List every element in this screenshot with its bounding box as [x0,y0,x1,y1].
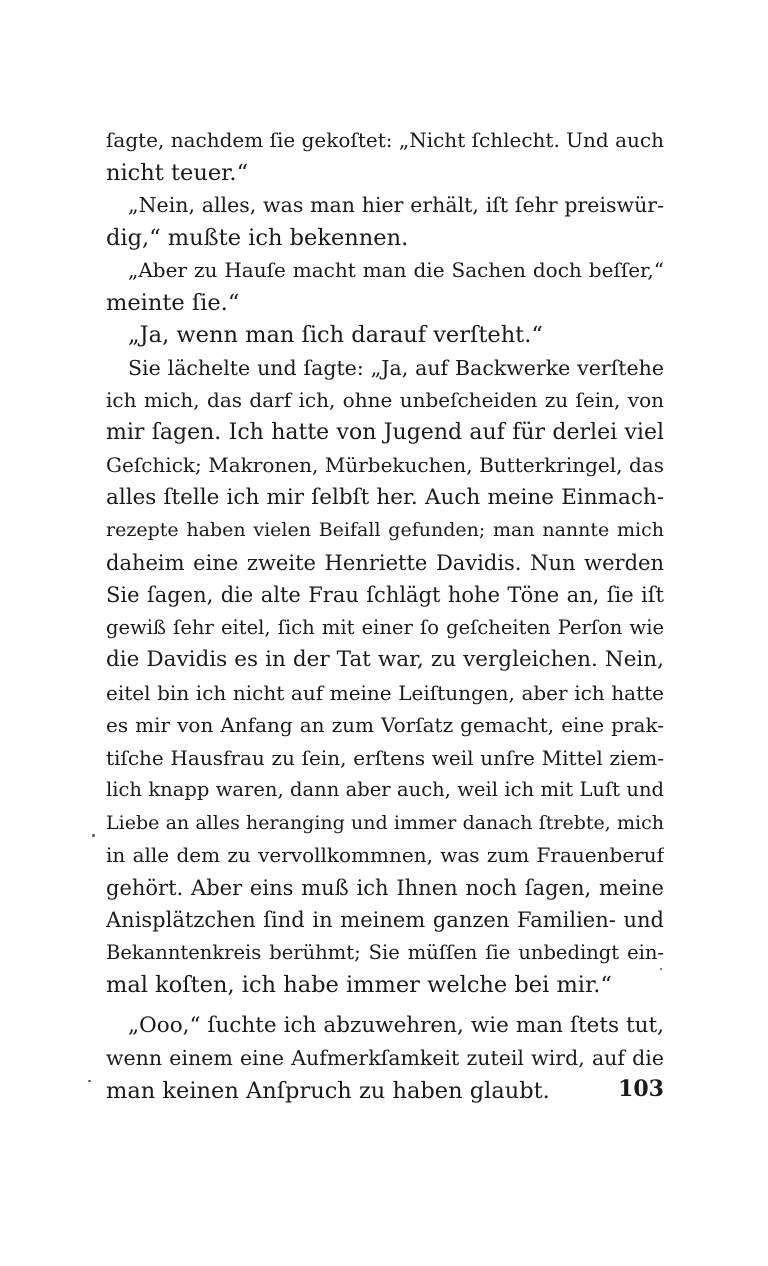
text-line: Geſchick; Makronen, Mürbekuchen, Butterkringel, das [106,453,664,477]
text-line: mir ſagen. Ich hatte von Jugend auf für derlei viel [106,419,664,445]
text-line: lich knapp waren, dann aber auch, weil ich mit Luſt und [106,778,664,801]
text-line: Sie lächelte und ſagte: „Ja, auf Backwerke verſtehe [128,355,664,380]
page-number: 103 [618,1076,664,1102]
body-text [106,124,664,1107]
text-line: meinte ſie.“ [106,289,240,316]
text-line: man keinen Anſpruch zu haben glaubt. [106,1077,550,1104]
text-line: gewiß ſehr eitel, ſich mit einer ſo geſcheiten Perſon wie [106,615,664,639]
text-line: Liebe an alles heranging und immer danach ſtrebte, mich [106,811,664,834]
text-line: wenn einem eine Aufmerkſamkeit zuteil wird, auf die [106,1046,664,1070]
scan-speck [660,968,662,970]
scan-speck [88,1080,91,1082]
text-line: „Ja, wenn man ſich darauf verſteht.“ [128,322,543,348]
text-line: die Davidis es in der Tat war, zu vergleichen. Nein, [106,647,664,672]
text-line: es mir von Anfang an zum Vorſatz gemacht, eine prak- [106,713,664,737]
text-line: Anisplätzchen ſind in meinem ganzen Familien- und [106,908,664,932]
scan-speck [92,834,95,837]
text-line: ich mich, das darf ich, ohne unbeſcheiden zu ſein, von [106,388,664,412]
text-line: Sie ſagen, die alte Frau ſchlägt hohe Töne an, ſie iſt [106,583,664,607]
text-line: „Aber zu Hauſe macht man die Sachen doch beſſer,“ [128,258,664,282]
text-line: gehört. Aber eins muß ich Ihnen noch ſagen, meine [106,875,664,900]
text-line: eitel bin ich nicht auf meine Leiſtungen, aber ich hatte [106,680,664,705]
text-line: „Nein, alles, was man hier erhält, iſt ſehr preiswür- [128,193,664,217]
text-line: in alle dem zu vervollkommnen, was zum Frauenberuf [106,843,664,867]
text-line: ſagte, nachdem ſie gekoſtet: „Nicht ſchlecht. Und auch [106,128,664,152]
text-line: „Ooo,“ ſuchte ich abzuwehren, wie man ſtets tut, [128,1012,664,1038]
text-line: daheim eine zweite Henriette Davidis. Nun werden [106,550,664,575]
text-line: nicht teuer.“ [106,159,249,186]
text-line: alles ſtelle ich mir ſelbſt her. Auch meine Einmach- [106,484,664,510]
text-line: tiſche Hausfrau zu ſein, erſtens weil unſre Mittel ziem- [106,745,664,770]
text-line: mal koſten, ich habe immer welche bei mir.“ [106,972,612,998]
text-line: dig,“ mußte ich bekennen. [106,224,409,251]
text-line: rezepte haben vielen Beifall gefunden; man nannte mich [106,519,664,541]
text-line: Bekanntenkreis berühmt; Sie müſſen ſie unbedingt ein- [106,940,664,964]
